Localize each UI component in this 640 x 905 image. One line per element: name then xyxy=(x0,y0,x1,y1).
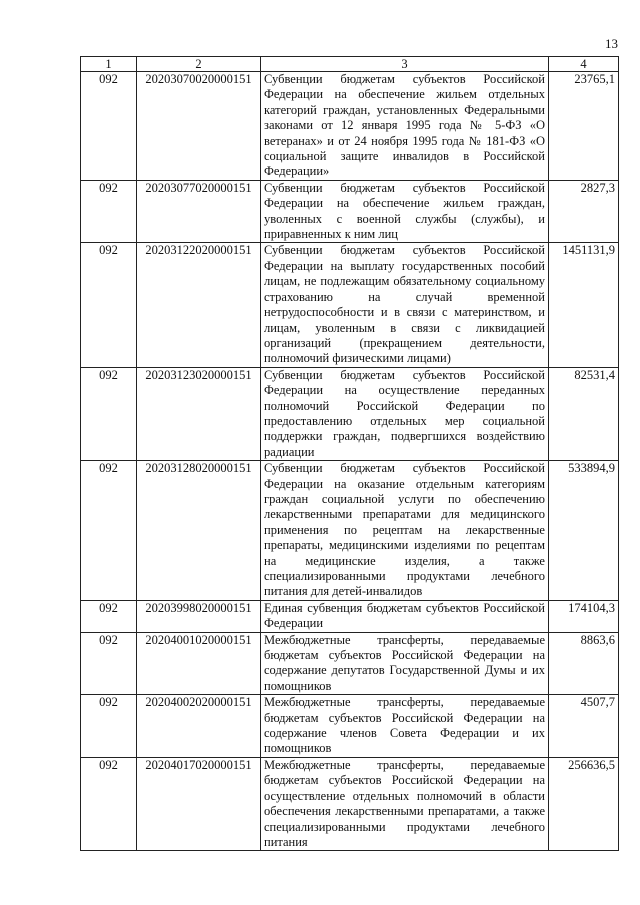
description-cell: Единая субвенция бюджетам субъектов Российской Федерации xyxy=(261,600,549,632)
admin-code-cell: 092 xyxy=(81,72,137,181)
amount-cell: 82531,4 xyxy=(549,367,619,460)
header-col-1: 1 xyxy=(81,57,137,72)
kbk-code-cell: 20203077020000151 xyxy=(137,180,261,243)
header-col-2: 2 xyxy=(137,57,261,72)
admin-code-cell: 092 xyxy=(81,600,137,632)
table-row xyxy=(81,72,619,181)
kbk-code-cell: 20203998020000151 xyxy=(137,600,261,632)
amount-cell: 23765,1 xyxy=(549,72,619,181)
kbk-code-cell: 20203128020000151 xyxy=(137,461,261,601)
amount-cell: 4507,7 xyxy=(549,695,619,758)
amount-cell: 256636,5 xyxy=(549,757,619,850)
header-col-4: 4 xyxy=(549,57,619,72)
kbk-code-cell: 20203070020000151 xyxy=(137,72,261,181)
description-cell: Субвенции бюджетам субъектов Российской Федерации на выплату государственных пособий лицам, не подлежащим обязательному социальному страхованию на случай временной нетрудоспособности и в связи с материнством, и лицам, уволенным в связи с ликвидацией организаций (прекращением деятельности, полномочий физическими лицами) xyxy=(261,243,549,367)
table-row xyxy=(81,695,619,758)
admin-code-cell: 092 xyxy=(81,695,137,758)
kbk-code-cell: 20204002020000151 xyxy=(137,695,261,758)
header-col-3: 3 xyxy=(261,57,549,72)
page-number: 13 xyxy=(605,36,618,51)
amount-cell: 2827,3 xyxy=(549,180,619,243)
admin-code-cell: 092 xyxy=(81,367,137,460)
amount-cell: 533894,9 xyxy=(549,461,619,601)
description-cell: Межбюджетные трансферты, передаваемые бюджетам субъектов Российской Федерации на осуществление отдельных полномочий в области обеспечения лекарственными препаратами, а также специализированными продуктами лечебного питания xyxy=(261,757,549,850)
admin-code-cell: 092 xyxy=(81,757,137,850)
table-row xyxy=(81,367,619,460)
table-header-row xyxy=(81,57,619,72)
admin-code-cell: 092 xyxy=(81,180,137,243)
description-cell: Субвенции бюджетам субъектов Российской Федерации на осуществление переданных полномочий Российской Федерации по предоставлению отдельных мер социальной поддержки граждан, подвергшихся воздействию радиации xyxy=(261,367,549,460)
kbk-code-cell: 20204017020000151 xyxy=(137,757,261,850)
amount-cell: 8863,6 xyxy=(549,632,619,695)
admin-code-cell: 092 xyxy=(81,461,137,601)
amount-cell: 174104,3 xyxy=(549,600,619,632)
table-row xyxy=(81,243,619,367)
kbk-code-cell: 20204001020000151 xyxy=(137,632,261,695)
table-row xyxy=(81,757,619,850)
kbk-code-cell: 20203123020000151 xyxy=(137,367,261,460)
admin-code-cell: 092 xyxy=(81,632,137,695)
description-cell: Межбюджетные трансферты, передаваемые бюджетам субъектов Российской Федерации на содержание депутатов Государственной Думы и их помощников xyxy=(261,632,549,695)
description-cell: Субвенции бюджетам субъектов Российской Федерации на оказание отдельным категориям граждан социальной услуги по обеспечению лекарственными препаратами для медицинского применения по рецептам на лекарственные препараты, медицинскими изделиями по рецептам на медицинские изделия, а также специализированными продуктами лечебного питания для детей-инвалидов xyxy=(261,461,549,601)
description-cell: Субвенции бюджетам субъектов Российской Федерации на обеспечение жильем граждан, уволенных с военной службы (службы), и приравненных к ним лиц xyxy=(261,180,549,243)
admin-code-cell: 092 xyxy=(81,243,137,367)
description-cell: Субвенции бюджетам субъектов Российской Федерации на обеспечение жильем отдельных категорий граждан, установленных Федеральными законами от 12 января 1995 года № 5-ФЗ «О ветеранах» и от 24 ноября 1995 года № 181-ФЗ «О социальной защите инвалидов в Российской Федерации» xyxy=(261,72,549,181)
kbk-code-cell: 20203122020000151 xyxy=(137,243,261,367)
amount-cell: 1451131,9 xyxy=(549,243,619,367)
table-row xyxy=(81,180,619,243)
table-row xyxy=(81,632,619,695)
description-cell: Межбюджетные трансферты, передаваемые бюджетам субъектов Российской Федерации на содержание членов Совета Федерации и их помощников xyxy=(261,695,549,758)
table-row xyxy=(81,600,619,632)
budget-table xyxy=(80,56,619,851)
table-row xyxy=(81,461,619,601)
